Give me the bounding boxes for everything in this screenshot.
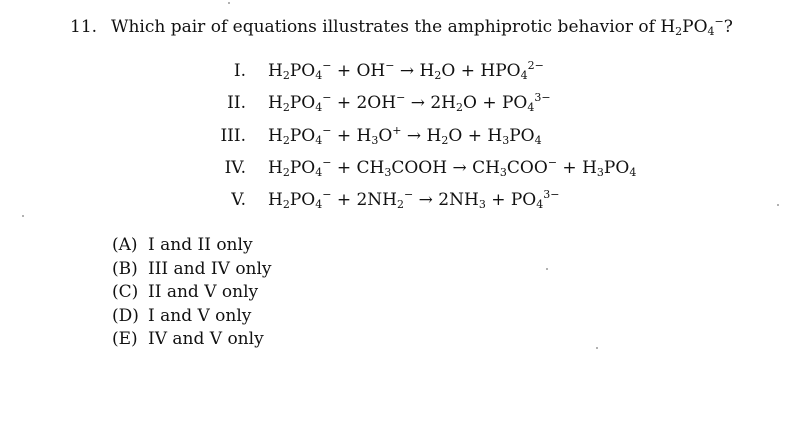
equation-label: V. [231, 190, 246, 211]
equation-row [0, 93, 788, 125]
option-text: III and IV only [148, 258, 272, 279]
answer-option-a [112, 235, 272, 259]
eq-part: COOH → CH [391, 157, 500, 178]
eq-part: PO [289, 93, 316, 114]
stem-text: Which pair of equations illustrates the amphiprotic behavior of H [111, 17, 676, 37]
eq-part: + 2NH [331, 190, 398, 211]
eq-sub: 2 [282, 165, 290, 179]
eq-part: O [378, 125, 393, 146]
option-letter: (D) [112, 305, 139, 326]
answer-option-d [112, 306, 272, 330]
eq-part: + CH [331, 157, 385, 178]
eq-sub: 3 [499, 165, 507, 179]
equation-row [0, 190, 788, 222]
eq-part: H [268, 93, 283, 114]
eq-sub: 2 [397, 198, 405, 212]
eq-sup: − [322, 123, 332, 137]
answer-options [112, 235, 272, 353]
equation-text [268, 123, 542, 147]
question-number: 11. [70, 17, 98, 37]
eq-sub: 2 [441, 133, 449, 147]
scan-speck [228, 2, 230, 4]
equation-label: IV. [224, 157, 246, 178]
equation-list [0, 61, 788, 222]
equation-row [0, 155, 788, 190]
eq-part: H [268, 157, 283, 178]
eq-part: + H [557, 157, 597, 178]
eq-sub: 4 [315, 198, 323, 212]
stem-text: PO [682, 17, 708, 37]
equation-text [268, 93, 551, 113]
equation-text [268, 190, 559, 210]
equation-text [268, 61, 544, 81]
option-text: I and V only [148, 305, 252, 326]
eq-sub: 3 [502, 133, 510, 147]
eq-sup: 3− [534, 91, 551, 105]
eq-part: O + PO [463, 93, 528, 114]
eq-sub: 4 [315, 69, 323, 82]
eq-sup: − [404, 188, 414, 202]
eq-sub: 2 [456, 101, 463, 115]
option-letter: (C) [112, 282, 139, 302]
equation-text [268, 155, 637, 179]
eq-sup: − [396, 91, 406, 105]
option-letter: (A) [112, 235, 138, 255]
eq-sub: 4 [629, 165, 637, 179]
eq-sub: 4 [315, 165, 323, 179]
equation-row [0, 123, 788, 158]
eq-sup: − [322, 188, 332, 202]
eq-part: H [268, 61, 283, 81]
eq-sub: 4 [534, 133, 542, 147]
eq-part: → 2NH [413, 190, 479, 211]
eq-part: → 2H [405, 93, 456, 114]
answer-option-b [112, 259, 272, 283]
eq-sub: 4 [315, 101, 323, 115]
eq-sup: − [322, 59, 332, 72]
eq-part: PO [603, 157, 630, 178]
eq-part: + H [331, 125, 372, 146]
eq-sup: − [322, 91, 332, 105]
eq-sub: 3 [478, 198, 486, 212]
eq-sup: + [392, 123, 402, 137]
stem-subscript: 4 [707, 25, 715, 38]
eq-sub: 3 [371, 133, 379, 147]
eq-sub: 4 [520, 69, 528, 82]
option-letter: (E) [112, 329, 138, 349]
option-text: I and II only [148, 235, 253, 255]
eq-sup: 2− [527, 59, 544, 72]
eq-sup: − [322, 155, 332, 169]
scan-speck [777, 204, 779, 206]
eq-part: PO [289, 157, 316, 178]
eq-sup: − [547, 155, 558, 169]
eq-part: → H [401, 125, 442, 146]
eq-sup: − [385, 59, 395, 72]
eq-sub: 4 [527, 101, 535, 115]
option-text: IV and V only [148, 329, 264, 349]
eq-sub: 2 [434, 69, 442, 82]
eq-part: O + HPO [441, 61, 521, 81]
eq-sup: 3− [543, 188, 560, 202]
scan-speck [546, 268, 548, 270]
eq-sub: 2 [282, 69, 290, 82]
eq-part: O + H [448, 125, 503, 146]
stem-subscript: 2 [675, 25, 683, 38]
stem-superscript: − [714, 15, 724, 28]
equation-label: I. [233, 61, 246, 81]
equation-row [0, 61, 788, 93]
eq-part: PO [289, 125, 316, 146]
eq-part: + 2OH [331, 93, 397, 114]
eq-part: H [268, 190, 283, 211]
eq-sub: 3 [384, 165, 392, 179]
scan-speck [596, 347, 598, 349]
answer-option-c [112, 282, 272, 306]
eq-sub: 2 [282, 198, 290, 212]
equation-label: III. [220, 125, 246, 146]
eq-part: PO [289, 61, 316, 81]
eq-part: → H [394, 61, 435, 81]
eq-part: + PO [485, 190, 537, 211]
eq-part: COO [506, 157, 548, 178]
eq-sub: 2 [282, 133, 290, 147]
answer-option-e [112, 329, 272, 353]
eq-sub: 2 [282, 101, 290, 115]
eq-part: PO [509, 125, 535, 146]
eq-sub: 3 [596, 165, 604, 179]
option-letter: (B) [112, 258, 138, 279]
question-stem [111, 17, 733, 37]
eq-sub: 4 [315, 133, 323, 147]
eq-sub: 4 [536, 198, 544, 212]
eq-part: + OH [331, 61, 386, 81]
scan-speck [22, 215, 24, 217]
eq-part: PO [289, 190, 316, 211]
eq-part: H [268, 125, 283, 146]
equation-label: II. [227, 93, 246, 114]
stem-text: ? [723, 17, 733, 37]
option-text: II and V only [148, 282, 259, 302]
